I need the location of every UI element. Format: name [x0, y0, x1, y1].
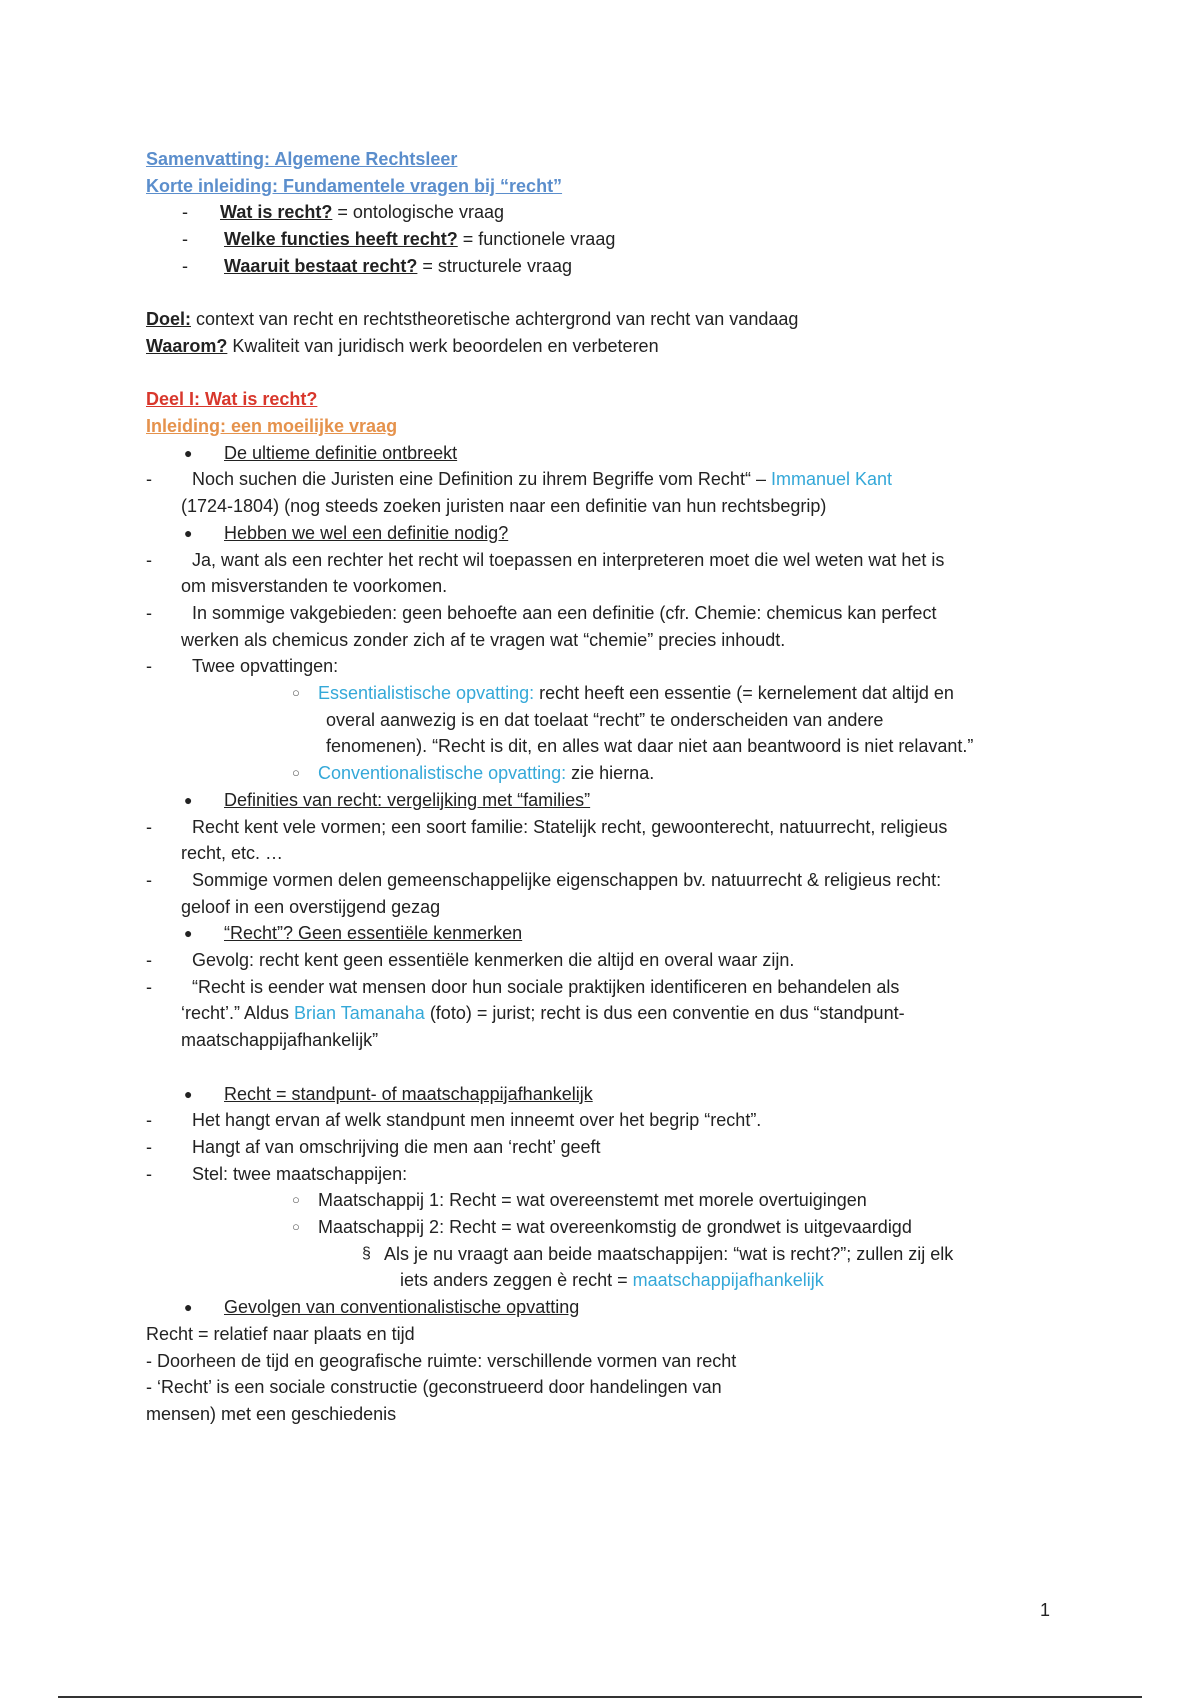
bullet-heading — [146, 1081, 1066, 1108]
circle-marker: ○ — [292, 685, 300, 701]
intro-heading — [146, 173, 1066, 200]
circle-marker: ○ — [292, 1219, 300, 1235]
sub-item-text: overal aanwezig is en dat toelaat “recht” te onderscheiden van andere — [326, 709, 884, 730]
dash-marker: - — [146, 602, 152, 623]
bullet-heading — [146, 920, 1066, 947]
dash-item-text: Gevolg: recht kent geen essentiële kenmerken die altijd en overal waar zijn. — [192, 950, 795, 971]
bullet-marker: ● — [184, 444, 193, 461]
dash-marker: - — [146, 469, 152, 490]
bullet-heading — [146, 787, 1066, 814]
waarom-line — [146, 333, 1066, 360]
dash-item-text: “Recht is eender wat mensen door hun sociale praktijken identificeren en behandelen als — [192, 976, 900, 997]
intro-item-term: Welke functies heeft recht? — [224, 229, 458, 250]
bullet-heading-text: Definities van recht: vergelijking met “families” — [224, 789, 591, 810]
dash-item-text: Het hangt ervan af welk standpunt men inneemt over het begrip “recht”. — [192, 1110, 762, 1131]
highlight-term[interactable]: maatschappijafhankelijk — [632, 1270, 824, 1291]
sub-item-text: Maatschappij 1: Recht = wat overeenstemt met morele overtuigingen — [318, 1190, 867, 1211]
intro-item — [146, 199, 1066, 226]
dash-item-text: om misverstanden te voorkomen. — [181, 576, 448, 597]
sub-item-text: fenomenen). “Recht is dit, en alles wat daar niet aan beantwoord is niet relavant.” — [326, 736, 974, 757]
conclusion-text: Recht = relatief naar plaats en tijd — [146, 1323, 415, 1344]
dash-item-text: Hangt af van omschrijving die men aan ‘recht’ geeft — [192, 1136, 601, 1157]
dash-marker: - — [146, 1136, 152, 1157]
dash-item-text: Sommige vormen delen gemeenschappelijke eigenschappen bv. natuurrecht & religieus recht: — [192, 869, 942, 890]
author-link[interactable]: Immanuel Kant — [770, 469, 893, 490]
dash-marker: - — [146, 976, 152, 997]
dash-item — [146, 974, 1066, 1001]
dash-marker: - — [146, 1110, 152, 1131]
quote-text: Noch suchen die Juristen eine Definition zu ihrem Begriffe vom Recht“ – — [192, 469, 771, 490]
intro-item-rest: = structurele vraag — [417, 255, 572, 276]
dash-item-text: maatschappijafhankelijk” — [181, 1030, 379, 1051]
bullet-heading-text: Gevolgen van conventionalistische opvatting — [224, 1297, 580, 1318]
dash-item — [146, 466, 1066, 493]
dash-item-text: Recht kent vele vormen; een soort familie: Statelijk recht, gewoonterecht, natuurrecht, religieus — [192, 816, 948, 837]
dash-item-continued — [146, 1027, 1066, 1054]
dash-item — [146, 600, 1066, 627]
sub-item-continued — [146, 707, 1066, 734]
intro-item — [146, 253, 1066, 280]
intro-heading-text: Korte inleiding: Fundamentele vragen bij “recht” — [146, 175, 563, 196]
bullet-marker: ● — [184, 1085, 193, 1102]
part-intro-text: Inleiding: een moeilijke vraag — [146, 416, 398, 436]
sub-sub-item-continued — [146, 1267, 1066, 1294]
bullet-marker: ● — [184, 925, 193, 942]
sub-sub-item-text: iets anders zeggen è recht = — [400, 1270, 633, 1291]
sub-item-continued — [146, 733, 1066, 760]
footer-divider — [58, 1696, 1142, 1698]
dash-item-text: ‘recht’.” Aldus — [181, 1003, 295, 1024]
intro-item-rest: = functionele vraag — [457, 229, 616, 250]
dash-item-text: Stel: twee maatschappijen: — [192, 1163, 408, 1184]
dash-item-text: geloof in een overstijgend gezag — [181, 896, 441, 917]
dash-marker: - — [146, 869, 152, 890]
page-number: 1 — [1040, 1600, 1051, 1620]
sub-item — [146, 1214, 1066, 1241]
dash-item-continued — [146, 840, 1066, 867]
bullet-heading-text: Hebben we wel een definitie nodig? — [224, 522, 509, 543]
part-title — [146, 386, 1066, 413]
section-marker: § — [362, 1244, 371, 1262]
dash-item — [146, 653, 1066, 680]
sub-item-text: Maatschappij 2: Recht = wat overeenkomstig de grondwet is uitgevaardigd — [318, 1217, 912, 1238]
sub-sub-item-text: Als je nu vraagt aan beide maatschappijen: “wat is recht?”; zullen zij elk — [384, 1243, 954, 1264]
bullet-marker: ● — [184, 791, 193, 808]
intro-item-term: Waaruit bestaat recht? — [224, 255, 418, 276]
dash-item-text: Ja, want als een rechter het recht wil toepassen en interpreteren moet die wel weten wat het is — [192, 549, 945, 570]
author-link[interactable]: Brian Tamanaha — [294, 1003, 425, 1024]
sub-item — [146, 760, 1066, 787]
dash-item — [146, 1161, 1066, 1188]
dash-marker: - — [146, 549, 152, 570]
title-text: Samenvatting: Algemene Rechtsleer — [146, 149, 458, 169]
doel-line — [146, 306, 1066, 333]
conclusion-text: mensen) met een geschiedenis — [146, 1404, 397, 1424]
dash-item — [146, 547, 1066, 574]
dash-item-continued — [146, 573, 1066, 600]
dash-item — [146, 1134, 1066, 1161]
document-title — [146, 146, 1066, 173]
conclusion-text: - ‘Recht’ is een sociale constructie (geconstrueerd door handelingen van — [146, 1377, 722, 1398]
conclusion-line — [146, 1348, 1066, 1375]
bullet-heading — [146, 1294, 1066, 1321]
dash-item-continued — [146, 894, 1066, 921]
bullet-heading-text: Recht = standpunt- of maatschappijafhankelijk — [224, 1083, 593, 1104]
dash-item-continued — [146, 493, 1066, 520]
essentialist-term[interactable]: Essentialistische opvatting: — [318, 683, 535, 704]
dash-marker: - — [182, 255, 188, 276]
conclusion-line — [146, 1401, 1066, 1428]
conclusion-text: - Doorheen de tijd en geografische ruimte: verschillende vormen van recht — [146, 1350, 737, 1371]
part-title-text: Deel I: Wat is recht? — [146, 389, 318, 410]
dash-item — [146, 867, 1066, 894]
bullet-heading — [146, 440, 1066, 467]
circle-marker: ○ — [292, 1192, 300, 1208]
dash-marker: - — [146, 1163, 152, 1184]
dash-item-text: recht, etc. … — [181, 843, 284, 864]
dash-item-text: In sommige vakgebieden: geen behoefte aan een definitie (cfr. Chemie: chemicus kan perfect — [192, 602, 937, 623]
document-page — [146, 146, 1066, 1428]
dash-marker: - — [146, 816, 152, 837]
bullet-heading — [146, 520, 1066, 547]
dash-item-text: (foto) = jurist; recht is dus een conventie en dus “standpunt- — [424, 1003, 905, 1024]
conclusion-line — [146, 1374, 1066, 1401]
dash-marker: - — [146, 656, 152, 677]
sub-item — [146, 1187, 1066, 1214]
sub-item-text: recht heeft een essentie (= kernelement dat altijd en — [534, 683, 954, 704]
dash-marker: - — [146, 950, 152, 971]
part-intro-heading — [146, 413, 1066, 440]
intro-item — [146, 226, 1066, 253]
bullet-marker: ● — [184, 1299, 193, 1316]
doel-term: Doel: — [146, 309, 191, 330]
circle-marker: ○ — [292, 765, 300, 781]
conclusion-line — [146, 1321, 1066, 1348]
dash-item-text: werken als chemicus zonder zich af te vragen wat “chemie” precies inhoudt. — [181, 629, 786, 650]
dash-item — [146, 814, 1066, 841]
dash-item-continued — [146, 627, 1066, 654]
bullet-heading-text: “Recht”? Geen essentiële kenmerken — [224, 923, 523, 944]
bullet-heading-text: De ultieme definitie ontbreekt — [224, 442, 458, 463]
dash-marker: - — [182, 202, 188, 223]
dash-item-continued — [146, 1000, 1066, 1027]
bullet-marker: ● — [184, 524, 193, 541]
dash-item-text: (1724-1804) (nog steeds zoeken juristen naar een definitie van hun rechtsbegrip) — [181, 496, 827, 517]
waarom-rest: Kwaliteit van juridisch werk beoordelen en verbeteren — [227, 335, 659, 356]
sub-sub-item — [146, 1241, 1066, 1268]
dash-item — [146, 1107, 1066, 1134]
intro-item-rest: = ontologische vraag — [332, 202, 504, 223]
intro-item-term: Wat is recht? — [220, 202, 333, 223]
doel-rest: context van recht en rechtstheoretische achtergrond van recht van vandaag — [191, 309, 799, 330]
sub-item-text: zie hierna. — [566, 763, 655, 784]
dash-item — [146, 947, 1066, 974]
sub-item — [146, 680, 1066, 707]
dash-item-text: Twee opvattingen: — [192, 656, 339, 677]
conventionalist-term[interactable]: Conventionalistische opvatting: — [318, 763, 567, 784]
dash-marker: - — [182, 229, 188, 250]
waarom-term: Waarom? — [146, 335, 228, 356]
